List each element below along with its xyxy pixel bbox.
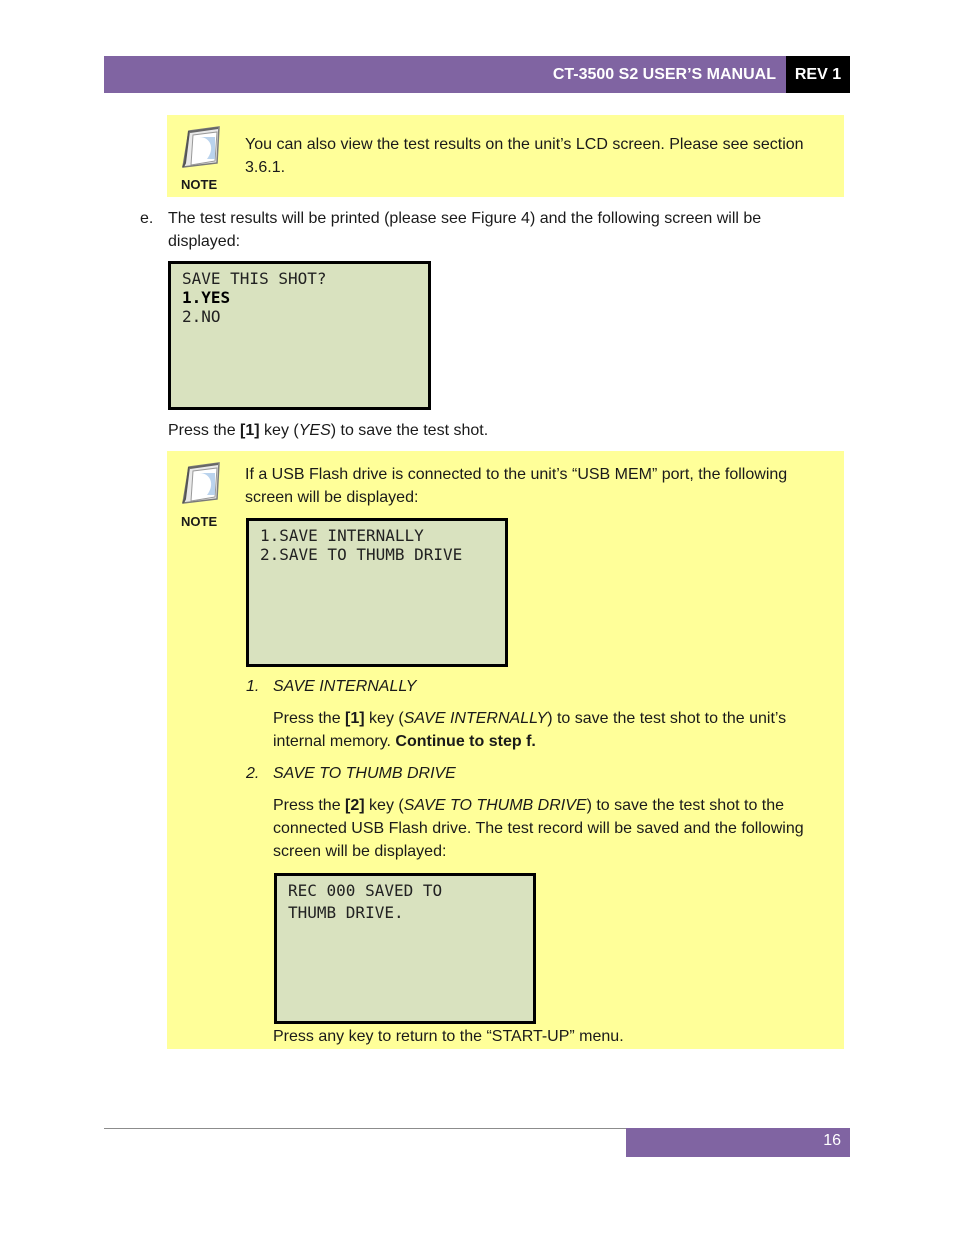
text-fragment: Press the (168, 422, 241, 439)
lcd-line: SAVE THIS SHOT? (182, 269, 327, 288)
option-2-instruction-line-1 (273, 794, 784, 817)
page-number: 16 (823, 1132, 841, 1149)
text-fragment: ) to save the test shot to the unit’s (547, 710, 787, 727)
text-fragment: ) to save the test shot. (330, 422, 489, 439)
option-1-instruction-line-2 (273, 730, 536, 753)
step-marker-e: e. (140, 210, 154, 227)
step-e-text-line-2: displayed: (168, 233, 241, 250)
note-box-usb-flash (167, 451, 844, 1049)
revision-badge: REV 1 (786, 56, 850, 93)
note-text-line-1: If a USB Flash drive is connected to the unit’s “USB MEM” port, the following (245, 466, 788, 483)
press-any-key-instruction: Press any key to return to the “START-UP” menu. (273, 1028, 624, 1045)
key-label: [1] (345, 710, 365, 727)
key-name: YES (298, 422, 331, 439)
text-fragment: key ( (364, 797, 404, 814)
key-name: SAVE INTERNALLY (403, 710, 548, 727)
continue-step-f: Continue to step f. (395, 733, 536, 750)
text-fragment: key ( (259, 422, 299, 439)
note-text-line-1: You can also view the test results on the unit’s LCD screen. Please see section (245, 136, 804, 153)
option-2-instruction-line-3: screen will be displayed: (273, 843, 447, 860)
lcd-line: 1.SAVE INTERNALLY (260, 526, 424, 545)
lcd-screen-save-shot (168, 261, 431, 410)
lcd-line: REC 000 SAVED TO (288, 881, 443, 900)
option-number-1: 1. (246, 678, 260, 695)
note-label: NOTE (181, 177, 218, 192)
notepad-icon (177, 123, 227, 171)
header-bar (104, 56, 786, 93)
key-label: [2] (345, 797, 365, 814)
text-fragment: key ( (364, 710, 404, 727)
text-fragment: ) to save the test shot to the (586, 797, 785, 814)
lcd-line: 2.SAVE TO THUMB DRIVE (260, 545, 463, 564)
option-title-save-thumb-drive: SAVE TO THUMB DRIVE (273, 765, 456, 782)
option-1-instruction-line-1 (273, 707, 786, 730)
text-fragment: internal memory. (273, 733, 396, 750)
key-label: [1] (240, 422, 260, 439)
step-e-text-line-1: The test results will be printed (please see Figure 4) and the following screen will be (168, 210, 762, 227)
lcd-line-selected: 1.YES (182, 288, 231, 307)
option-2-instruction-line-2: connected USB Flash drive. The test record will be saved and the following (273, 820, 804, 837)
text-fragment: Press the (273, 797, 346, 814)
note-text-line-2: screen will be displayed: (245, 489, 419, 506)
lcd-line: 2.NO (182, 307, 221, 326)
notepad-icon (177, 459, 227, 507)
option-title-save-internally: SAVE INTERNALLY (273, 678, 417, 695)
lcd-screen-saved-thumb-drive (274, 873, 536, 1024)
key-name: SAVE TO THUMB DRIVE (403, 797, 587, 814)
manual-title: CT-3500 S2 USER’S MANUAL (552, 66, 776, 83)
footer-bar (626, 1128, 850, 1157)
lcd-screen-save-location (246, 518, 508, 667)
note-box-lcd-results (167, 115, 844, 197)
text-fragment: Press the (273, 710, 346, 727)
note-text-line-2: 3.6.1. (245, 159, 286, 176)
press-key-1-instruction (168, 419, 488, 442)
footer-rule (104, 1128, 626, 1129)
note-label: NOTE (181, 514, 218, 529)
lcd-line: THUMB DRIVE. (288, 903, 404, 922)
option-number-2: 2. (246, 765, 260, 782)
